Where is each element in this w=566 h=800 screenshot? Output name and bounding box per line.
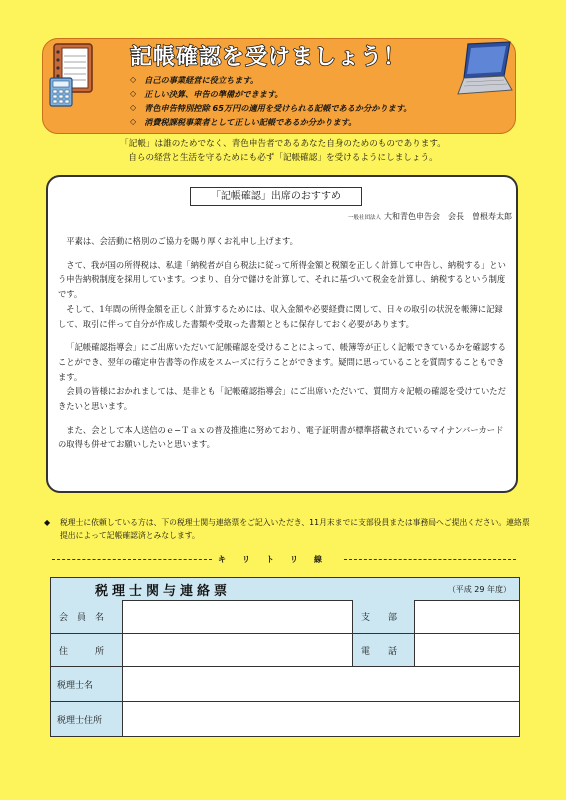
form-row — [51, 702, 519, 736]
benefit-item: ◇ 消費税課税事業者として正しい記帳であるか分かります。 — [130, 117, 357, 127]
cut-line — [52, 553, 522, 567]
notice — [44, 516, 534, 542]
tax-accountant-form — [50, 577, 520, 737]
letter-paragraph: 「記帳確認指導会」にご出席いただいて記帳確認を受けることによって、帳簿等が正しく記帳できているかを確認することができ、翌年の確定申告書等の作成をスムーズに行うことができます。疑問に思っていることを質問することもできます。 — [58, 342, 506, 382]
diamond-bullet-icon: ◆ — [44, 518, 51, 527]
form-year: （平成 29 年度） — [447, 585, 511, 594]
member-name-label: 会 員 名 — [51, 600, 123, 633]
letter-paragraph: 平素は、会活動に格別のご協力を賜り厚くお礼申し上げます。 — [66, 236, 298, 246]
form-row — [51, 600, 519, 634]
cut-dash-left — [52, 559, 212, 560]
intro-text: 「記帳」は誰のためでなく、青色申告者であるあなた自身のためのものであります。 自らの経営と生活を守るためにも必ず「記帳確認」を受けるようにしましょう。 — [120, 139, 446, 163]
letter-title: 「記帳確認」出席のおすすめ — [190, 187, 362, 206]
benefit-item: ◇ 青色申告特別控除 65万円の適用を受けられる記帳であるか分かります。 — [130, 103, 412, 113]
tax-accountant-address-field[interactable] — [123, 702, 519, 736]
cut-line-label: キリトリ線 — [218, 555, 338, 564]
diamond-bullet-icon: ◇ — [130, 89, 137, 98]
letter-paragraph: そして、1年間の所得金額を正しく計算するためには、収入金額や必要経費に関して、日々の取引の状況を帳簿に記録して、取引に伴って自分が作成した書類や受取った書類とともに保存しておく必要があります。 — [58, 303, 503, 329]
address-label: 住 所 — [51, 634, 123, 666]
letter-paragraph: また、会として本人送信のｅ−Ｔａｘの普及推進に努めており、電子証明書が標準搭載されているマイナンバーカードの取得も併せてお願いしたいと思います。 — [58, 424, 504, 450]
diamond-bullet-icon: ◇ — [130, 117, 137, 126]
diamond-bullet-icon: ◇ — [130, 75, 137, 84]
benefit-item: ◇ 正しい決算、申告の準備ができます。 — [130, 89, 283, 99]
tax-accountant-name-label: 税理士名 — [51, 667, 123, 701]
diamond-bullet-icon: ◇ — [130, 103, 137, 112]
letter-body — [58, 234, 510, 452]
phone-label: 電 話 — [353, 634, 415, 666]
member-name-field[interactable] — [123, 600, 353, 633]
form-title: 税理士関与連絡票 — [95, 584, 232, 599]
laptop-icon — [454, 40, 514, 98]
branch-label: 支 部 — [353, 600, 415, 633]
banner-title: 記帳確認を受けましょう！ — [130, 45, 407, 70]
notice-text: 税理士に依頼している方は、下の税理士関与連絡票をご記入いただき、11月末までに支部役員または事務局へご提出ください。連絡票提出によって記帳確認済とみなします。 — [60, 518, 530, 540]
address-field[interactable] — [123, 634, 353, 666]
branch-field[interactable] — [415, 600, 519, 633]
cut-dash-right — [344, 559, 516, 560]
form-row — [51, 634, 519, 667]
tax-accountant-address-label: 税理士住所 — [51, 702, 123, 736]
benefit-item: ◇ 自己の事業経営に役立ちます。 — [130, 75, 259, 85]
letter-paragraph: さて、我が国の所得税は、私達「納税者が自ら税法に従って所得金額と税額を正しく計算して申告し、納税する」という申告納税制度を採用しています。つまり、自分で儲けを計算して、それに基づいて税金を計算し、納税するという制度です。 — [58, 259, 506, 300]
phone-field[interactable] — [415, 634, 519, 666]
tax-accountant-name-field[interactable] — [123, 667, 519, 701]
form-header — [51, 578, 519, 601]
form-row — [51, 667, 519, 702]
benefit-list — [130, 73, 412, 129]
notebook-calculator-icon — [48, 42, 100, 108]
letter-sender: 一般社団法人 大和青色申告会 会長 曽根寿太郎 — [347, 212, 512, 221]
letter-paragraph: 会員の皆様におかれましては、是非とも「記帳確認指導会」にご出席いただいて、質問方々記帳の確認を受けていただきたいと思います。 — [58, 386, 506, 412]
